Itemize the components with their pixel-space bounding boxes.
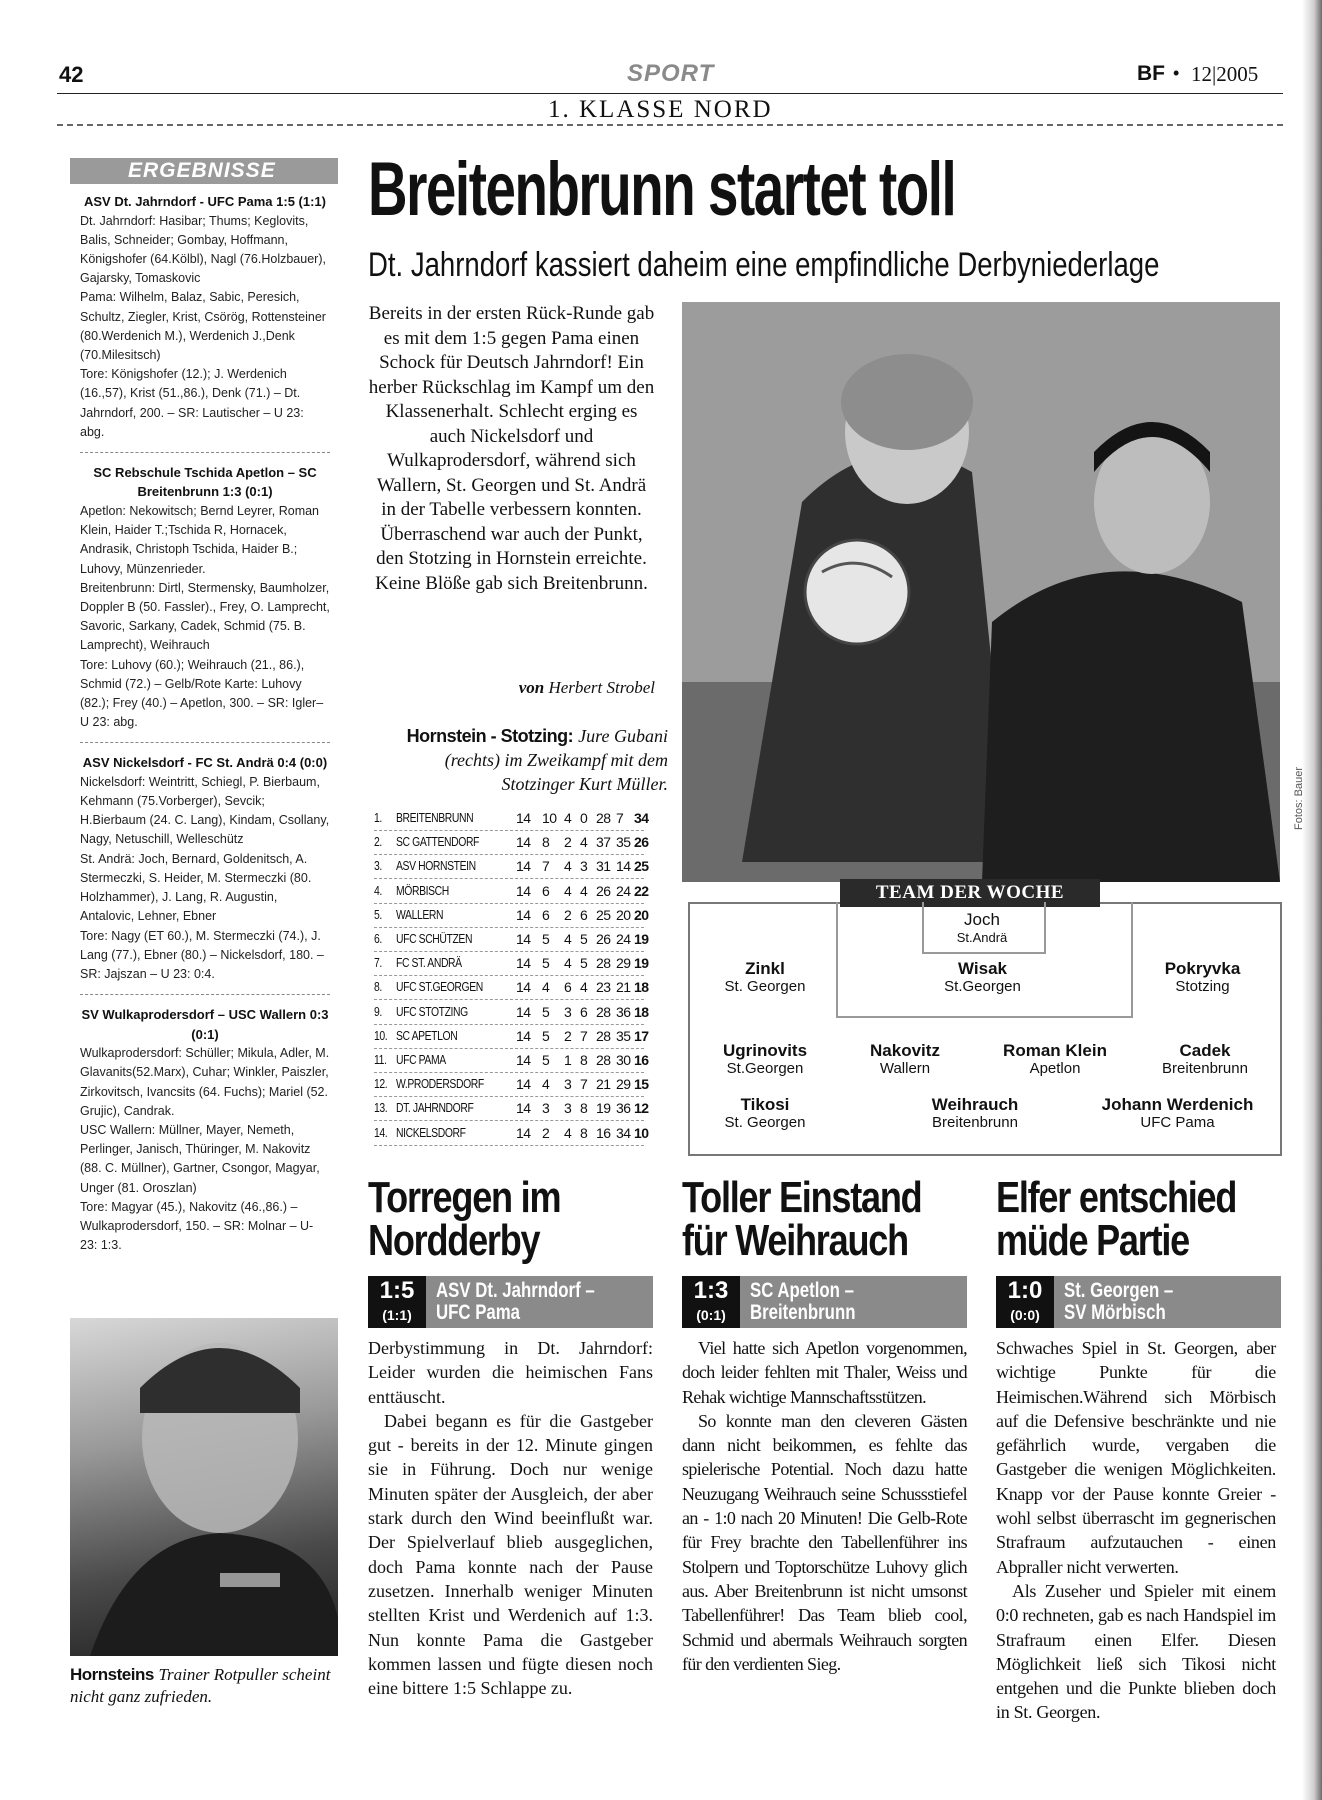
- standings-w: 10: [542, 810, 557, 826]
- standings-games: 14: [516, 810, 531, 826]
- standings-rank: 6.: [374, 931, 382, 946]
- standings-d: 3: [564, 1076, 572, 1093]
- report-title-line: Elfer entschied: [996, 1173, 1237, 1222]
- standings-rank: 2.: [374, 834, 382, 850]
- standings-team: NICKELSDORF: [396, 1124, 466, 1140]
- standings-pts: 26: [634, 834, 649, 851]
- player-club: Wallern: [879, 1060, 931, 1077]
- standings-ga: 21: [616, 979, 631, 996]
- standings-w: 4: [542, 979, 550, 996]
- standings-team: DT. JAHRNDORF: [396, 1100, 474, 1116]
- standings-w: 7: [542, 858, 550, 875]
- standings-gf: 16: [596, 1124, 611, 1141]
- standings-gf: 28: [596, 810, 611, 826]
- standings-pts: 18: [634, 1003, 649, 1020]
- standings-games: 14: [516, 1003, 531, 1020]
- coach-photo-illustration: [70, 1318, 338, 1656]
- standings-d: 4: [564, 931, 572, 947]
- standings-ga: 20: [616, 906, 631, 923]
- match-lineup: Nickelsdorf: Weintritt, Schiegl, P. Bierbaum, Kehmann (75.Vorberger), Sevcik; H.Bierbaum (24. C. Lang), Kindam, Csollany, Nagy, Netuschill, Welleschütz: [80, 774, 330, 847]
- report-title-line: müde Partie: [996, 1216, 1190, 1265]
- player-midfielder: [1140, 1042, 1270, 1078]
- standings-ga: 36: [616, 1100, 631, 1117]
- byline: [368, 678, 655, 698]
- issue-number: 12|2005: [1191, 62, 1259, 86]
- player-midfielder: [980, 1042, 1130, 1078]
- standings-rank: 4.: [374, 882, 382, 898]
- player-club: Breitenbrunn: [1162, 1060, 1248, 1077]
- match-photo: [682, 302, 1280, 882]
- standings-gf: 23: [596, 979, 611, 996]
- player-club: Apetlon: [1029, 1060, 1081, 1077]
- caption-italic: Trainer Rotpuller scheint nicht ganz zufrieden.: [70, 1665, 331, 1706]
- player-defender: [1130, 960, 1275, 996]
- standings-w: 5: [542, 1003, 550, 1020]
- report-paragraph: Viel hatte sich Apetlon vorgenommen, doch leider fehlten mit Thaler, Weiss und Rehak wichtige Mannschaftsstützen.: [682, 1338, 967, 1407]
- match-title: SV Wulkaprodersdorf – USC Wallern 0:3 (0:1): [81, 1007, 329, 1042]
- halftime-score: (0:0): [1010, 1307, 1040, 1323]
- standings-w: 3: [542, 1100, 550, 1117]
- header-dashed-rule: [57, 124, 1283, 126]
- standings-w: 2: [542, 1124, 550, 1141]
- standings-team: UFC STOTZING: [396, 1003, 468, 1019]
- match-lineup: Breitenbrunn: Dirtl, Stermensky, Baumholzer, Doppler B (50. Fassler)., Frey, O. Lamprecht, Savoric, Sarkany, Cadek, Schmid (75. B. Lamprecht), Weihrauch: [80, 580, 330, 653]
- score-teams: [436, 1280, 595, 1324]
- standings-gf: 25: [596, 906, 611, 923]
- match-title: ASV Nickelsdorf - FC St. Andrä 0:4 (0:0): [82, 755, 328, 771]
- report-body: [682, 1336, 967, 1676]
- player-name: Tikosi: [740, 1095, 790, 1114]
- standings-d: 1: [564, 1052, 572, 1068]
- standings-l: 8: [580, 1052, 588, 1068]
- standings-row: [374, 1000, 649, 1025]
- match-title: SC Rebschule Tschida Apetlon – SC Breitenbrunn 1:3 (0:1): [93, 464, 317, 500]
- standings-row: [374, 951, 649, 976]
- photo-credit: Fotos: Bauer: [1293, 767, 1305, 830]
- team-line: St. Georgen –: [1064, 1279, 1174, 1302]
- player-forward: [1080, 1096, 1275, 1132]
- match-report: [368, 1173, 658, 1699]
- score-box: [368, 1276, 426, 1328]
- player-club: St. Georgen: [724, 1114, 806, 1131]
- report-title: [682, 1173, 922, 1265]
- standings-pts: 12: [634, 1100, 649, 1117]
- section-label: SPORT: [627, 60, 715, 87]
- standings-rank: 5.: [374, 906, 382, 922]
- standings-ga: 30: [616, 1052, 631, 1068]
- standings-team: SC GATTENDORF: [396, 834, 480, 850]
- team-line: ASV Dt. Jahrndorf –: [436, 1279, 595, 1302]
- score: 1:5: [379, 1277, 415, 1304]
- results-label: ERGEBNISSE: [128, 159, 276, 182]
- player-midfielder: [840, 1042, 970, 1078]
- report-title-line: Toller Einstand: [682, 1173, 922, 1222]
- standings-pts: 19: [634, 955, 649, 972]
- standings-d: 2: [564, 1027, 572, 1044]
- report-title-line: Nordderby: [368, 1216, 540, 1265]
- standings-games: 14: [516, 1124, 531, 1141]
- match-goals: Tore: Luhovy (60.); Weihrauch (21., 86.), Schmid (72.) – Gelb/Rote Karte: Luhovy (82.); Frey (40.) – Apetlon, 300. – SR: Igler– U 23: abg.: [80, 657, 324, 730]
- team-line: SV Mörbisch: [1064, 1301, 1166, 1324]
- player-club: St.Georgen: [944, 978, 1021, 995]
- standings-team: UFC ST.GEORGEN: [396, 979, 483, 995]
- halftime-score: (1:1): [382, 1307, 412, 1323]
- standings-l: 7: [580, 1027, 588, 1044]
- league-title: 1. KLASSE NORD: [548, 96, 773, 123]
- standings-pts: 17: [634, 1027, 649, 1044]
- standings-row: [374, 927, 649, 952]
- player-club: Stotzing: [1175, 978, 1230, 995]
- standings-team: ASV HORNSTEIN: [396, 858, 476, 874]
- standings-ga: 29: [616, 955, 631, 972]
- standings-ga: 24: [616, 882, 631, 899]
- player-forward: [900, 1096, 1050, 1132]
- score-bar: [996, 1276, 1281, 1328]
- standings-ga: 14: [616, 858, 631, 875]
- report-body: [368, 1336, 653, 1700]
- divider: [80, 742, 330, 743]
- standings-d: 3: [564, 1003, 572, 1020]
- standings-l: 5: [580, 931, 588, 947]
- standings-row: [374, 1048, 649, 1073]
- main-caption-bold: Hornstein - Stotzing:: [406, 726, 574, 746]
- player-club: UFC Pama: [1140, 1114, 1215, 1131]
- player-name: Zinkl: [745, 959, 785, 978]
- player-name: Johann Werdenich: [1101, 1095, 1254, 1114]
- standings-d: 4: [564, 882, 572, 899]
- coach-photo: [70, 1318, 338, 1656]
- match-lineup: Dt. Jahrndorf: Hasibar; Thums; Keglovits, Balis, Schneider; Gombay, Hoffmann, Königshofer (64.Kölbl), Nagl (76.Holzbauer), Gajarsky, Tomaskovic: [80, 213, 326, 286]
- standings-gf: 28: [596, 1027, 611, 1044]
- coach-photo-caption: [70, 1664, 338, 1708]
- player-name: Weihrauch: [931, 1095, 1019, 1114]
- divider: [80, 452, 330, 453]
- standings-pts: 16: [634, 1052, 649, 1068]
- standings-row: [374, 1121, 649, 1146]
- standings-d: 2: [564, 906, 572, 923]
- standings-team: SC APETLON: [396, 1027, 458, 1043]
- player-club: Breitenbrunn: [932, 1114, 1018, 1131]
- standings-pts: 10: [634, 1124, 649, 1141]
- report-paragraph: Derbystimmung in Dt. Jahrndorf: Leider wurden die heimischen Fans enttäuscht.: [368, 1338, 653, 1407]
- standings-games: 14: [516, 858, 531, 875]
- match-lineup: Wulkaprodersdorf: Schüller; Mikula, Adler, M. Glavanits(52.Marx), Cuhar; Winkler, Paiszler, Zirkovitsch, Ivancsits (64. Fuchs); Mariel (52. Grujic), Candrak.: [80, 1046, 330, 1118]
- standings-pts: 19: [634, 931, 649, 947]
- lead-paragraph: Bereits in der ersten Rück-Runde gab es mit dem 1:5 gegen Pama einen Schock für Deutsch Jahrndorf! Ein herber Rückschlag im Kampf um den Klassenerhalt. Schlecht erging es auch Nickelsdorf und Wulkaprodersdorf, während sich Wallern, St. Georgen und St. Andrä in der Tabelle verbessern konnten. Überraschend war auch der Punkt, den Stotzing in Hornstein erreichte. Keine Blöße gab sich Breitenbrunn.: [368, 303, 655, 594]
- standings-gf: 28: [596, 1052, 611, 1068]
- standings-l: 0: [580, 810, 588, 826]
- bullet: •: [1173, 63, 1180, 83]
- standings-w: 5: [542, 1052, 550, 1068]
- report-body: [996, 1336, 1276, 1725]
- report-paragraph: Dabei begann es für die Gastgeber gut - bereits in der 12. Minute gingen sie in Führung. Doch nur wenige Minuten später der Ausgleich, der aber stark durch den Wind beeinflußt war. Der Spielverlauf blieb ausgeglichen, doch Pama konnte nach der Pause zusetzen. Innerhalb weniger Minuten stellten Krist und Werdenich auf 1:3. Nun konnte Pama die Gastgeber kommen lassen und fügte diesen noch eine bittere 1:5 Schlappe zu.: [368, 1410, 653, 1699]
- standings-row: [374, 1072, 649, 1097]
- standings-row: [374, 879, 649, 904]
- player-defender: [700, 960, 830, 996]
- standings-team: W.PRODERSDORF: [396, 1076, 484, 1092]
- standings-pts: 34: [634, 810, 649, 826]
- standings-row: [374, 1024, 649, 1049]
- match-lineup: Apetlon: Nekowitsch; Bernd Leyrer, Roman Klein, Haider T.;Tschida R, Hornacek, Andrasik, Christoph Tschida, Haider B.; Luhovy, Münzenrieder.: [80, 503, 320, 576]
- byline-author: Herbert Strobel: [548, 678, 655, 697]
- results-sidebar: [70, 158, 338, 1308]
- standings-l: 4: [580, 834, 588, 851]
- standings-team: UFC SCHÜTZEN: [396, 931, 473, 946]
- score-teams: [750, 1280, 855, 1324]
- standings-gf: 21: [596, 1076, 611, 1093]
- standings-d: 6: [564, 979, 572, 996]
- player-club: St.Andrä: [956, 930, 1008, 945]
- match-goals: Tore: Nagy (ET 60.), M. Stermeczki (74.), J. Lang (77.), Ebner (80.) – Nickelsdorf, 180. – SR: Jajszan – U 23: 0:4.: [80, 928, 324, 981]
- player-club: St. Georgen: [724, 978, 806, 995]
- team-line: Breitenbrunn: [750, 1301, 856, 1324]
- results-list: [80, 192, 330, 1255]
- page-binding-shadow: [1302, 0, 1322, 1800]
- standings-ga: 35: [616, 834, 631, 851]
- divider: [80, 994, 330, 995]
- player-midfielder: [700, 1042, 830, 1078]
- score: 1:3: [693, 1277, 729, 1304]
- standings-row: [374, 975, 649, 1000]
- match-lineup: USC Wallern: Müllner, Mayer, Nemeth, Perlinger, Janisch, Thüringer, M. Nakovitz (88. C. Müllner), Gartner, Csongor, Magyar, Unger (81. Oroszlan): [80, 1122, 320, 1195]
- match-report: [996, 1173, 1286, 1723]
- standings-l: 3: [580, 858, 588, 875]
- standings-games: 14: [516, 1076, 531, 1093]
- report-paragraph: Als Zuseher und Spieler mit einem 0:0 rechneten, gab es nach Handspiel im Strafraum einen Elfer. Diesen Möglichkeit ließ sich Tikosi nicht entgehen und die Punkte blieben doch in St. Georgen.: [996, 1580, 1276, 1723]
- standings-l: 4: [580, 979, 588, 996]
- team-of-week-title: TEAM DER WOCHE: [840, 879, 1100, 907]
- standings-w: 5: [542, 955, 550, 972]
- standings-gf: 37: [596, 834, 611, 851]
- player-name: Wisak: [958, 959, 1007, 978]
- match-goals: Tore: Magyar (45.), Nakovitz (46.,86.) – Wulkaprodersdorf, 150. – SR: Molnar – U-23: 1:3.: [80, 1199, 314, 1253]
- standings-games: 14: [516, 979, 531, 996]
- standings-rank: 1.: [374, 810, 382, 825]
- match-goals: Tore: Königshofer (12.); J. Werdenich (16.,57), Krist (51.,86.), Denk (71.) – Dt. Jahrndorf, 200. – SR: Lautischer – U 23: abg.: [80, 367, 304, 439]
- standings-d: 2: [564, 834, 572, 851]
- player-name: Joch: [964, 910, 1000, 929]
- standings-pts: 20: [634, 906, 649, 923]
- standings-gf: 26: [596, 882, 611, 899]
- standings-rank: 7.: [374, 955, 382, 971]
- standings-games: 14: [516, 882, 531, 899]
- match-lineup: Pama: Wilhelm, Balaz, Sabic, Peresich, Schultz, Ziegler, Krist, Csörög, Rottensteiner (80.Werdenich M.), Werdenich J.,Denk (70.Milesitsch): [80, 290, 326, 362]
- standings-games: 14: [516, 906, 531, 923]
- standings-l: 6: [580, 1003, 588, 1020]
- score-bar: [368, 1276, 653, 1328]
- standings-ga: 24: [616, 931, 631, 947]
- main-photo-caption: [368, 724, 668, 796]
- player-goalkeeper: [922, 911, 1042, 947]
- score-teams: [1064, 1280, 1173, 1324]
- standings-team: MÖRBISCH: [396, 882, 449, 898]
- standings-gf: 31: [596, 858, 611, 875]
- team-of-the-week: [688, 882, 1282, 1156]
- standings-pts: 18: [634, 979, 649, 996]
- team-line: UFC Pama: [436, 1301, 521, 1324]
- standings-w: 4: [542, 1076, 550, 1093]
- standings-rank: 12.: [374, 1076, 388, 1092]
- subheadline-wrap: [368, 245, 1278, 285]
- report-title: [368, 1173, 606, 1265]
- report-title-line: Torregen im: [368, 1173, 561, 1222]
- standings-pts: 25: [634, 858, 649, 875]
- standings-rank: 10.: [374, 1027, 388, 1043]
- standings-row: [374, 806, 649, 831]
- standings-games: 14: [516, 955, 531, 972]
- report-title-line: für Weihrauch: [682, 1216, 908, 1265]
- score: 1:0: [1007, 1277, 1043, 1304]
- match-lineup: St. Andrä: Joch, Bernard, Goldenitsch, A. Stermeczki, S. Heider, M. Stermeczki (80. Holzhammer), J. Lang, R. Augustin, Antalovic, Lehner, Ebner: [80, 851, 312, 924]
- headline: Breitenbrunn startet toll: [368, 147, 956, 232]
- standings-d: 4: [564, 955, 572, 972]
- standings-d: 4: [564, 1124, 572, 1141]
- standings-games: 14: [516, 1100, 531, 1117]
- standings-team: UFC PAMA: [396, 1052, 446, 1067]
- standings-pts: 15: [634, 1076, 649, 1093]
- standings-w: 6: [542, 906, 550, 923]
- standings-l: 8: [580, 1100, 588, 1117]
- standings-ga: 7: [616, 810, 624, 826]
- standings-d: 4: [564, 810, 572, 826]
- standings-games: 14: [516, 1027, 531, 1044]
- standings-ga: 35: [616, 1027, 631, 1044]
- standings-rank: 14.: [374, 1124, 388, 1140]
- standings-gf: 28: [596, 1003, 611, 1020]
- standings-w: 8: [542, 834, 550, 851]
- standings-w: 5: [542, 931, 550, 947]
- standings-gf: 19: [596, 1100, 611, 1117]
- standings-row: [374, 830, 649, 855]
- page-number: 42: [59, 62, 84, 87]
- standings-rank: 9.: [374, 1003, 382, 1019]
- standings-d: 3: [564, 1100, 572, 1117]
- standings-l: 7: [580, 1076, 588, 1093]
- headline-wrap: [368, 147, 1278, 250]
- standings-ga: 36: [616, 1003, 631, 1020]
- standings-team: WALLERN: [396, 906, 444, 922]
- standings-row: [374, 854, 649, 879]
- subheadline: Dt. Jahrndorf kassiert daheim eine empfindliche Derbyniederlage: [368, 246, 1160, 284]
- standings-ga: 29: [616, 1076, 631, 1093]
- standings-l: 4: [580, 882, 588, 899]
- player-name: Cadek: [1179, 1041, 1231, 1060]
- team-line: SC Apetlon –: [750, 1279, 854, 1302]
- match-report: [682, 1173, 972, 1674]
- results-label-bar: [70, 158, 338, 184]
- standings-games: 14: [516, 931, 531, 947]
- standings-row: [374, 1096, 649, 1121]
- score-box: [682, 1276, 740, 1328]
- player-name: Ugrinovits: [722, 1041, 808, 1060]
- player-name: Roman Klein: [1003, 1041, 1107, 1060]
- standings-gf: 26: [596, 931, 611, 947]
- player-name: Pokryvka: [1164, 959, 1241, 978]
- standings-rank: 8.: [374, 979, 382, 995]
- standings-d: 4: [564, 858, 572, 875]
- match-photo-illustration: [682, 302, 1280, 882]
- byline-prefix: von: [518, 678, 545, 697]
- standings-l: 8: [580, 1124, 588, 1141]
- standings-games: 14: [516, 1052, 531, 1068]
- standings-w: 6: [542, 882, 550, 899]
- standings-l: 5: [580, 955, 588, 972]
- player-club: St.Georgen: [726, 1060, 804, 1077]
- player-name: Nakovitz: [870, 1041, 940, 1060]
- magazine-name: BF: [1137, 62, 1165, 85]
- page-header: [57, 60, 1283, 88]
- standings-ga: 34: [616, 1124, 631, 1141]
- halftime-score: (0:1): [696, 1307, 726, 1323]
- header-rule: [57, 93, 1283, 94]
- player-defender: [915, 960, 1050, 996]
- standings-l: 6: [580, 906, 588, 923]
- score-bar: [682, 1276, 967, 1328]
- report-paragraph: So konnte man den cleveren Gästen dann nicht beikommen, es fehlte das spielerische Potential. Noch dazu hatte Neuzugang Weihrauch seine Schussstiefel an - 1:0 nach 20 Minuten! Die Gelb-Rote für Frey brachte den Tabellenführer ins Stolpern und Toptorschütze Luhovy glich aus. Aber Breitenbrunn ist nicht umsonst Tabellenführer! Das Team blieb cool, Schmid und abermals Weihrauch sorgten für den verdienten Sieg.: [682, 1410, 967, 1674]
- standings-rank: 13.: [374, 1100, 388, 1116]
- standings-team: BREITENBRUNN: [396, 810, 474, 825]
- match-title: ASV Dt. Jahrndorf - UFC Pama 1:5 (1:1): [84, 194, 326, 209]
- main-caption-italic: Jure Gubani (rechts) im Zweikampf mit dem Stotzinger Kurt Müller.: [444, 726, 668, 794]
- report-title: [996, 1173, 1237, 1265]
- standings-pts: 22: [634, 882, 649, 899]
- standings-team: FC ST. ANDRÄ: [396, 955, 462, 971]
- standings-table: [374, 806, 649, 1146]
- standings-row: [374, 903, 649, 928]
- standings-games: 14: [516, 834, 531, 851]
- standings-gf: 28: [596, 955, 611, 972]
- report-paragraph: Schwaches Spiel in St. Georgen, aber wichtige Punkte für die Heimischen.Während sich Mörbisch auf die Defensive beschränkte und nie gefährlich wurde, vergaben die Gastgeber die wenigen Möglichkeiten. Knapp vor der Pause konnte Greier - wohl selbst überrascht im gegnerischen Strafraum aufzutauchen - einen Abpraller nicht verwerten.: [996, 1338, 1276, 1577]
- standings-rank: 11.: [374, 1052, 387, 1067]
- standings-rank: 3.: [374, 858, 382, 874]
- caption-bold: Hornsteins: [70, 1665, 154, 1684]
- player-forward: [700, 1096, 830, 1132]
- score-box: [996, 1276, 1054, 1328]
- standings-w: 5: [542, 1027, 550, 1044]
